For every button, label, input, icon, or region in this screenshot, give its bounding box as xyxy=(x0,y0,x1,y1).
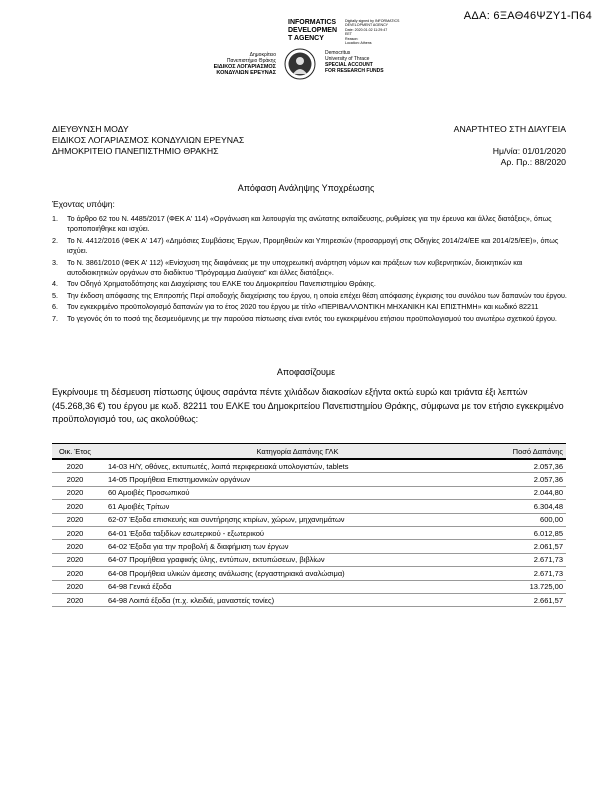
list-item: 5. Την έκδοση απόφασης της Επιτροπής Περί αποδοχής διαχείρισης του έργου, η οποία επέχει θέση απόφασης έγκρισης του συνόλου των δαπανών του έργου. xyxy=(52,290,567,300)
list-item: 1. Το άρθρο 62 του Ν. 4485/2017 (ΦΕΚ Α' 114) «Οργάνωση και λειτουργία της ανώτατης εκπαίδευσης, ρυθμίσεις για την έρευνα και άλλες διατάξεις», όπως τροποποιήθηκε και ισχύει. xyxy=(52,214,552,234)
considerations-intro: Έχοντας υπόψη: xyxy=(52,199,115,209)
list-item: 3. Το Ν. 3861/2010 (ΦΕΚ Α' 112) «Ενίσχυση της διαφάνειας με την υποχρεωτική ανάρτηση νόμων και πράξεων των κυβερνητικών, διοικητικών και αυτοδιοικητικών οργάνων στο διαδίκτυο "Πρόγραμμα Διαύγεια" και άλλες διατάξεις». xyxy=(52,257,523,278)
table-row: 2020 64-02 Έξοδα για την προβολή & διαφήμιση των έργων 2.061,57 xyxy=(52,540,566,553)
considerations-list xyxy=(52,214,567,325)
table-row: 2020 64-08 Προμήθεια υλικών άμεσης ανάλωσης (εργαστηριακά αναλώσιμα) 2.671,73 xyxy=(52,567,566,580)
col-header-year: Οικ. Έτος xyxy=(52,444,98,460)
table-row: 2020 61 Αμοιβές Τρίτων 6.304,48 xyxy=(52,500,566,513)
decision-heading: Αποφασίζουμε xyxy=(276,367,336,377)
table-row: 2020 64-07 Προμήθεια γραφικής ύλης, εντύπων, εκτυπώσεων, βιβλίων 2.671,73 xyxy=(52,553,566,566)
budget-table xyxy=(52,443,566,607)
signature-details: Digitally signed by INFORMATICS DEVELOPMENT AGENCY Date: 2020.01.02 11:29:47 EET Reason: Location: Athens xyxy=(345,19,400,46)
col-header-amount: Ποσό Δαπάνης xyxy=(490,444,566,460)
digital-signature-stamp: INFORMATICS DEVELOPMEN T AGENCY xyxy=(288,19,338,42)
table-row: 2020 62-07 Έξοδα επισκευής και συντήρησης κτιρίων, χώρων, μηχανημάτων 600,00 xyxy=(52,513,566,526)
table-row: 2020 64-98 Γενικά έξοδα 13.725,00 xyxy=(52,580,566,593)
table-row: 2020 14-05 Προμήθεια Επιστημονικών οργάνων 2.057,36 xyxy=(52,473,566,486)
list-item: 2. Το Ν. 4412/2016 (ΦΕΚ Α' 147) «Δημόσιες Συμβάσεις Έργων, Προμηθειών και Υπηρεσιών (προσαρμογή στις Οδηγίες 2014/24/ΕΕ και 2014/25/ΕΕ)», όπως ισχύει. xyxy=(52,235,559,256)
decision-paragraph: Εγκρίνουμε τη δέσμευση πίστωσης ύψους σαράντα πέντε χιλιάδων διακοσίων εξήντα οκτώ ευρώ και τριάντα έξι λεπτών (45.268,36 €) του έργου με κωδ. 82211 του ΕΛΚΕ του Δημοκριτείου Πανεπιστημίου Θράκης, σύμφωνα με τον ετήσιο εγκεκριμένο προϋπολογισμό του, ως ακολούθως: xyxy=(52,387,564,424)
issuer-block: ΔΙΕΥΘΥΝΣΗ ΜΟΔΥ ΕΙΔΙΚΟΣ ΛΟΓΑΡΙΑΣΜΟΣ ΚΟΝΔΥΛΙΩΝ ΕΡΕΥΝΑΣ ΔΗΜΟΚΡΙΤΕΙΟ ΠΑΝΕΠΙΣΤΗΜΙΟ ΘΡΑΚΗΣ xyxy=(52,124,245,156)
table-row: 2020 60 Αμοιβές Προσωπικού 2.044,80 xyxy=(52,486,566,499)
table-row: 2020 14-03 Η/Υ, οθόνες, εκτυπωτές, λοιπά περιφερειακά υπολογιστών, tablets 2.057,36 xyxy=(52,459,566,473)
document-date: Ημ/νία: 01/01/2020 xyxy=(492,146,566,156)
list-item: 7. Το γεγονός ότι το ποσό της δεσμευόμενης με την παρούσα πίστωσης είναι εντός του εγκεκριμένου ετήσιου προϋπολογισμού του ανωτέρω σχετικού έργου. xyxy=(52,313,557,323)
table-row: 2020 64-01 Έξοδα ταξιδίων εσωτερικού - εξωτερικού 6.012,85 xyxy=(52,526,566,539)
table-row: 2020 64-98 Λοιπά έξοδα (π.χ. κλειδιά, μαναστείς τονίες) 2.661,57 xyxy=(52,593,566,606)
logo-english-text: Democritus University of Thrace SPECIAL ACCOUNT FOR RESEARCH FUNDS xyxy=(325,50,384,74)
col-header-category: Κατηγορία Δαπάνης ΓΛΚ xyxy=(98,444,490,460)
ada-code: ΑΔΑ: 6ΞΑΘ46ΨΖΥ1-Π64 xyxy=(463,10,592,22)
list-item: 4. Τον Οδηγό Χρηματοδότησης και Διαχείρισης του ΕΛΚΕ του Δημοκριτείου Πανεπιστημίου Θράκης. xyxy=(52,279,376,289)
page-title: Απόφαση Ανάληψης Υποχρέωσης xyxy=(237,183,375,193)
list-item: 6. Τον εγκεκριμένο προϋπολογισμό δαπανών για το έτος 2020 του έργου με τίτλο «ΠΕΡΙΒΑΛΛΟΝΤΙΚΗ ΜΗΧΑΝΙΚΗ ΚΑΙ ΕΠΙΣΤΗΜΗ» και κωδικό 82211 xyxy=(52,302,539,312)
university-seal-icon xyxy=(284,48,316,80)
post-notice-block: ΑΝΑΡΤΗΤΕΟ ΣΤΗ ΔΙΑΥΓΕΙΑ Ημ/νία: 01/01/2020 Αρ. Πρ.: 88/2020 xyxy=(453,124,566,167)
protocol-number: Αρ. Πρ.: 88/2020 xyxy=(500,157,566,167)
logo-greek-text: Δημοκρίτειο Πανεπιστήμιο Θράκης ΕΙΔΙΚΟΣ ΛΟΓΑΡΙΑΣΜΟΣ ΚΟΝΔΥΛΙΩΝ ΕΡΕΥΝΑΣ xyxy=(213,52,276,76)
